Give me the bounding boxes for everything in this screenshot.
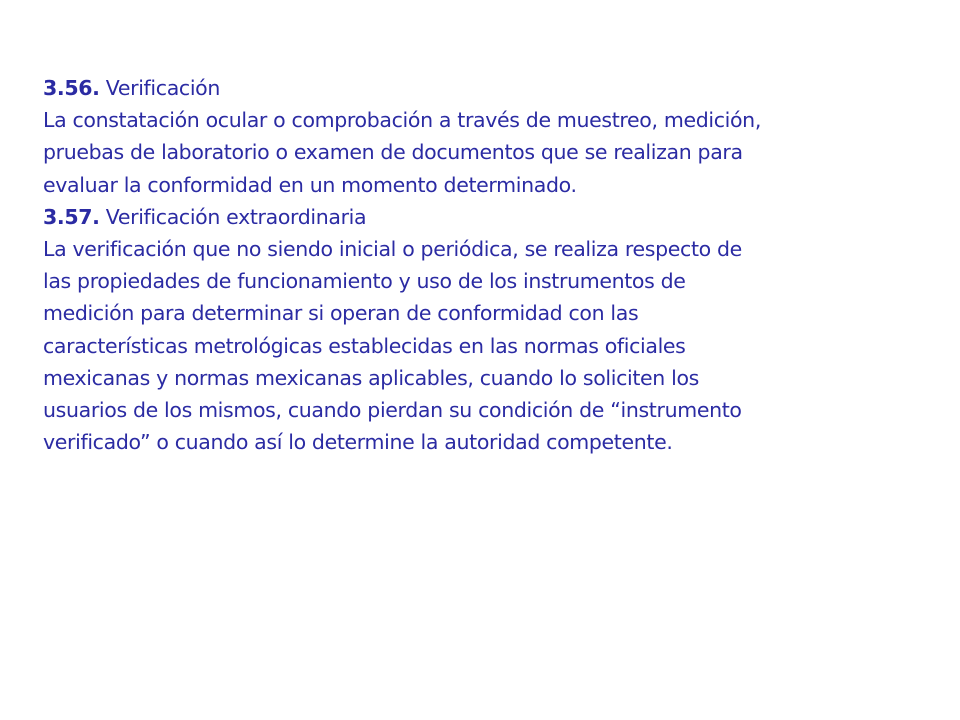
definition-line: características metrológicas establecidas en las normas oficiales (43, 333, 686, 358)
definition-line: las propiedades de funcionamiento y uso de los instrumentos de (43, 269, 686, 294)
definition-line: usuarios de los mismos, cuando pierdan su condición de “instrumento (43, 398, 742, 423)
definition-line: medición para determinar si operan de conformidad con las (43, 301, 639, 326)
section-number: 3.57. (43, 204, 100, 229)
section-heading-3-56 (43, 72, 923, 104)
definition-line: La verificación que no siendo inicial o periódica, se realiza respecto de (43, 237, 742, 262)
definition-line: La constatación ocular o comprobación a través de muestreo, medición, (43, 108, 761, 133)
section-title: Verificación extraordinaria (99, 204, 367, 229)
definitions-text (43, 72, 923, 458)
section-title: Verificación (99, 76, 221, 100)
section-heading-3-57 (43, 201, 923, 233)
definition-line: verificado” o cuando así lo determine la autoridad competente. (43, 430, 673, 455)
definition-line: mexicanas y normas mexicanas aplicables, cuando lo soliciten los (43, 365, 699, 390)
definition-line: pruebas de laboratorio o examen de documentos que se realizan para (43, 140, 743, 165)
definition-line: evaluar la conformidad en un momento determinado. (43, 172, 577, 197)
section-number: 3.56. (43, 76, 100, 100)
